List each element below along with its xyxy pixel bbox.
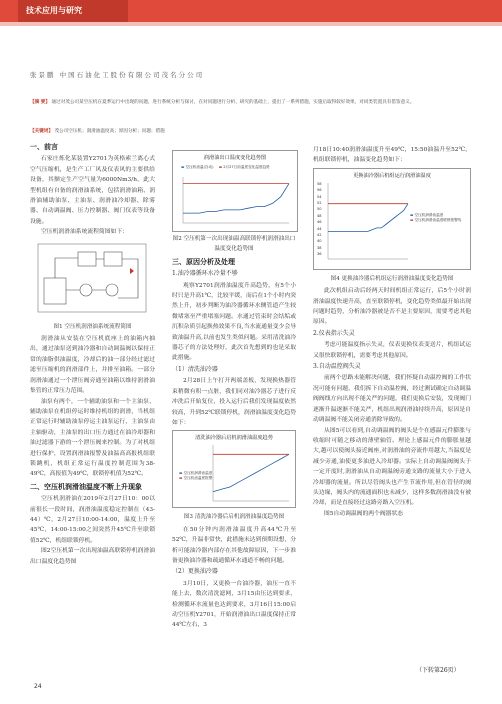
paragraph: 石家庄炼化某装置Y2701为英格索兰离心式空气压缩机，是生产工厂风及仪表风的主要供给设备，其额定生产空气量为6000Nm3/h，此大型机组有自备的润滑油系统，包括润滑油箱、润滑油辅助油泵、主油泵、润滑油冷却器、除雾器、自动调温阀、压力控制器、阀门仪表等设备设施。 [30,156,155,225]
section-heading-2: 二、空压机润滑油温度不断上升现象 [30,481,142,491]
continued-note: （下转第26页） [416,667,460,674]
section-heading-1: 一、前言 [30,142,58,151]
legend-series-a: 空压机油温(自动) [185,165,214,169]
figure-4-chart [313,168,471,270]
legend-series-b: 2月27日前温度变化温度趋势 [223,165,270,169]
paragraph: 图2空压机第一次出现油温高联锁停机润滑油出口温度化趋势图 [30,548,155,565]
figure-2-chart [172,150,298,232]
sub-heading: 2.仪表指示失灵 [313,329,355,337]
y-tick-label: 56 [317,188,322,193]
paragraph: 3月10日，又更换一台油冷器，油压一直不能上去，数次清洗滤网，3月15由压达到要求，检测循环水流量也达到要求，3月16日15:00启动空压机Y2701，开始润滑油出口温度保持正常44℃左右，3 [172,580,296,629]
column-3 [313,145,471,519]
keywords-text: 茂公司空压机；润滑油温度高；原因分析；问题；措施 [54,129,165,134]
y-tick-label: 44 [317,226,322,231]
legend-series-b: 空压机润滑油温度联锁报警线 [414,217,462,222]
figure-1 [30,238,155,320]
section-heading-3: 三、原因分析及处理 [172,256,235,266]
figure-3 [172,428,296,510]
figure-3-chart [172,430,296,508]
y-tick-label: 36 [317,252,322,257]
paragraph: 考虑可能温度指示失灵，仪表更换仪表变送片，机组试运又很快联锁停机，需要考虑其他原因。 [313,342,471,359]
y-tick-label: 40 [317,239,322,244]
figure-3-caption: 图3 清洗油冷器后启机润滑油温度趋势图 [183,514,285,521]
abstract-label: 【摘 要】 [30,100,50,105]
paragraph: 观察Y2701润滑油温度升高趋势，有5个小时只是升高1℃，比较平缓，而后在1个小时内突然上升，初步判断为油冷器循环水侧管道产生较微堵塞至严重堵塞问题。水通过管束时会结垢或沉积杂质引起换热效果不良,当水流通量变少会导致油温升高,以前也发生类似问题。采用清洗油冷器芯子的方法处理好，此次首先想到的也是采取此措施。 [172,282,297,362]
chart-title: 润滑油出口温度变化趋势图 [203,155,267,161]
paragraph: 2月28日上午打开两端盖板，发现换热器管束稍微有积一点脏，我们同对油冷器芯子进行反冲洗后开始复位，投入运行后我们发现温度依然较高，升到52℃联锁停机，润滑油温度变化趋势如下： [172,378,297,426]
keywords [30,128,470,134]
sub-heading: （1）清洗油冷器 [172,365,218,373]
chart-legend: ▬ 空压机润滑油温度 ▬ 空压机油温度报警 [179,471,213,481]
sub-heading: （2）更换油冷器 [172,568,218,576]
y-tick-label: 54 [317,194,322,199]
legend-series-a: 空压机润滑油温度 [414,212,444,217]
figure-4 [313,166,471,272]
paragraph: 图5自动调温阀的两个阀器状态 [324,510,404,517]
author-line: 张景鹏 中国石油化工股份有限公司茂名分公司 [30,71,205,79]
y-tick-label: 42 [317,233,322,238]
keywords-label: 【关键词】 [30,129,53,134]
series-line-1 [183,184,289,214]
sub-heading: 1.油冷器循环水冷量不够 [172,270,238,278]
page-header [0,0,502,22]
section-tab: 技术应用与研究 [18,0,128,22]
page-number: 24 [34,683,42,690]
chart-legend: ▬ 空压机润滑油温度 ▬ 空压机润滑油温度联锁报警线 [410,212,462,222]
paragraph: 空压机润滑油在2019年2月27日10：00以前很长一段时间，润滑油温度稳定控制在（43-44）℃，2月27日10:00-14:00，温度上升至45℃，14:00-15:00之间突然升45℃升至联锁值52℃，机组联锁停机。 [30,496,155,544]
paragraph: 油泵有两个，一个辅助油泵和一个主油泵，辅助油泵在机组停运时维持机组的润滑，当机组正常运行时辅助油泵停运主油泵运行，主油泵由主轴驱动，主油泵的出口压力通过在油冷却器和油过滤器下游的一个泄压阀来控制。为了对机组进行保护，设置润滑油报警及油温高高报机组联锁跳机，机组正常运行温度控制范围为38-49℃，高报值为49℃，联锁停机值为52℃。 [30,398,155,478]
column-1 [30,140,155,567]
chart-axis [328,183,408,259]
chart-title: 清洗油冷器后启机润滑油温度趋势 [195,435,273,442]
paragraph: 润滑油从安装在空压机底座上的油箱内抽出，通过油泵送到油冷器和自动调温阀以保持正常的油脂供油温度，冷却后的油一部分经过滤过滤至压缩机的润滑部件上，并排至油箱。一部分润滑油通过一个泄压阀旁通至油箱以维持润滑油集管的正常压力范围。 [30,336,155,395]
chart-plot [314,169,470,269]
y-tick-label: 52 [317,201,322,206]
paragraph: 此次机组启动后经两天时间机组正常运行，后5个小时润滑油温度快速升高，直至联锁停机，变化趋势类似最开始出现问题时趋势，分析油冷器被是否不是主要原因，需要考虑其他原因。 [313,288,471,326]
header-stripe [0,22,502,26]
abstract-text: 通过对茂公司某空压机在夏季运行中出现的问题，进行系统分析与探讨，在对问题进行分析、研究的基础上，提出了一系列措施，实施后取得较好效果，对同类装置具有借鉴意义。 [51,100,415,105]
paragraph: 空压机润滑油系统流程简图如下： [41,229,128,236]
chart-plot [173,151,297,231]
chart-title: 更换油冷器后机组运行润滑油温度 [353,172,431,179]
chart-axis [213,445,289,501]
figure-2-caption: 图2 空压机第一次出现油温高联锁停机润滑油出口温度变化趋势图 [172,236,296,253]
sub-heading: 3.自动温控阀失灵 [313,363,361,371]
column-2 [172,232,296,631]
figure-1-caption: 图1 空压机润滑油系统流程简图 [53,323,132,330]
series-line-1 [328,204,408,232]
y-tick-label: 50 [317,207,322,212]
y-tick-label: 38 [317,245,322,250]
chart-legend: ▬ 空压机油温(自动) ▬ 2月27日前温度变化温度趋势 [181,165,270,169]
lubrication-flow-diagram [30,238,155,320]
y-tick-label: 48 [317,213,322,218]
chart-plot [173,431,295,507]
y-tick-label: 46 [317,220,322,225]
series-line-1 [213,455,289,492]
legend-series-a: 空压机润滑油温度 [183,471,213,476]
paragraph: 前两个思路未能解决问题，我们怀疑自动温控阀的工作状况可能有问题，我们拆下自动温控阀，经过测试确定自动调温阀阀线方向出现不能关严的问题，我们更换后安装，发现阀门逐渐升温逐渐不能关严，机组出现润滑油持续升高，原因是自动调温阀不能关闭旁通消除导致的。 [313,375,471,424]
abstract [30,98,470,107]
legend-series-b: 空压机油温度报警 [183,476,213,481]
paragraph: 在50分钟内润滑油温度升高44℃升至52℃，升温非常快，此措施未达到预期设想，分析可能油冷器内部存在其他故障原因，下一步准备更换油冷器和疏通循环水通道不畅的问题。 [172,526,297,564]
y-tick-label: 58 [317,181,322,186]
paragraph: 从图5可以看到,自动调温阀的阀头是个在感温元件膨胀与收缩时可随之移动的薄壁轴管。理论上感温元件的膨胀量越大,越可以使阀头接近阀座,对润滑油的旁流作用越大,当温度是减少旁通,油使更多油进入冷却器。实际上自动调温阀阀头于一定开度时,润滑油从自动调温阀旁通支路的流量大小于进入冷却器的流量。所以尽管阀头也产生节流作用,但在管径的阀头边缘，阀头内的流通面积也未减少，这样多数润滑油没有被冷却，而是直接经过这路旁路入空压机。 [313,427,471,507]
figure-4-caption: 图4 更换油冷器后机组运行润滑油温度变化趋势图 [330,275,454,282]
paragraph: 月18日10:40润滑油温度升至49℃，15:50油温升至52℃，机组联锁停机，油温变化趋势如下： [313,147,471,164]
